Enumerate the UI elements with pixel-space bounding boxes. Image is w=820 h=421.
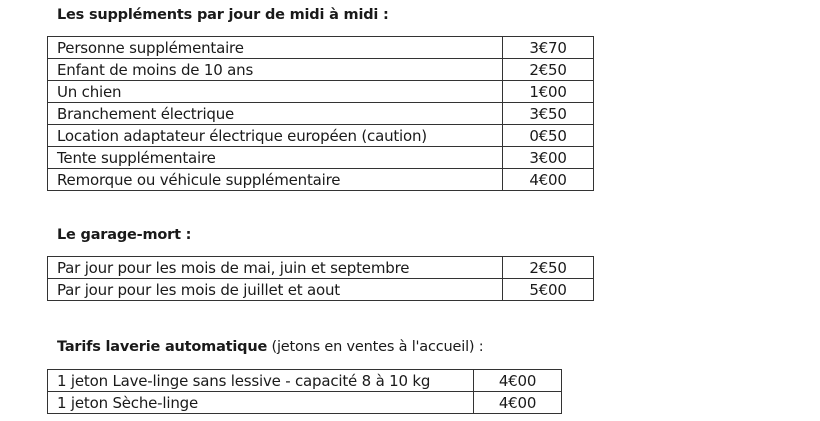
row-price: 4€00: [474, 392, 562, 414]
table-row: [48, 147, 594, 169]
row-price: 4€00: [503, 169, 594, 191]
garage-mort-heading-text: Le garage-mort :: [57, 227, 192, 243]
table-row: [48, 279, 594, 301]
row-price: 1€00: [503, 81, 594, 103]
laverie-heading-bold: Tarifs laverie automatique: [57, 339, 268, 355]
table-row: [48, 125, 594, 147]
table-row: [48, 370, 562, 392]
supplements-table: [47, 36, 594, 191]
row-price: 5€00: [503, 279, 594, 301]
laverie-heading: [57, 338, 483, 356]
table-row: [48, 103, 594, 125]
garage-mort-heading: [57, 226, 191, 244]
row-label: Tente supplémentaire: [48, 147, 503, 169]
row-label: Par jour pour les mois de mai, juin et septembre: [48, 257, 503, 279]
laverie-table: [47, 369, 562, 414]
row-label: Remorque ou véhicule supplémentaire: [48, 169, 503, 191]
row-label: Un chien: [48, 81, 503, 103]
supplements-heading: [57, 6, 389, 24]
row-label: Enfant de moins de 10 ans: [48, 59, 503, 81]
row-label: Par jour pour les mois de juillet et aout: [48, 279, 503, 301]
table-row: [48, 392, 562, 414]
row-label: Branchement électrique: [48, 103, 503, 125]
laverie-heading-rest: (jetons en ventes à l'accueil) :: [267, 339, 484, 355]
table-row: [48, 59, 594, 81]
row-price: 3€70: [503, 37, 594, 59]
row-price: 2€50: [503, 257, 594, 279]
table-row: [48, 37, 594, 59]
table-row: [48, 257, 594, 279]
row-price: 3€00: [503, 147, 594, 169]
row-label: Location adaptateur électrique européen (caution): [48, 125, 503, 147]
row-price: 3€50: [503, 103, 594, 125]
garage-mort-table: [47, 256, 594, 301]
supplements-heading-text: Les suppléments par jour de midi à midi :: [57, 7, 389, 23]
table-row: [48, 81, 594, 103]
table-row: [48, 169, 594, 191]
row-label: 1 jeton Sèche-linge: [48, 392, 474, 414]
row-label: 1 jeton Lave-linge sans lessive - capacité 8 à 10 kg: [48, 370, 474, 392]
row-price: 2€50: [503, 59, 594, 81]
row-price: 0€50: [503, 125, 594, 147]
row-label: Personne supplémentaire: [48, 37, 503, 59]
row-price: 4€00: [474, 370, 562, 392]
